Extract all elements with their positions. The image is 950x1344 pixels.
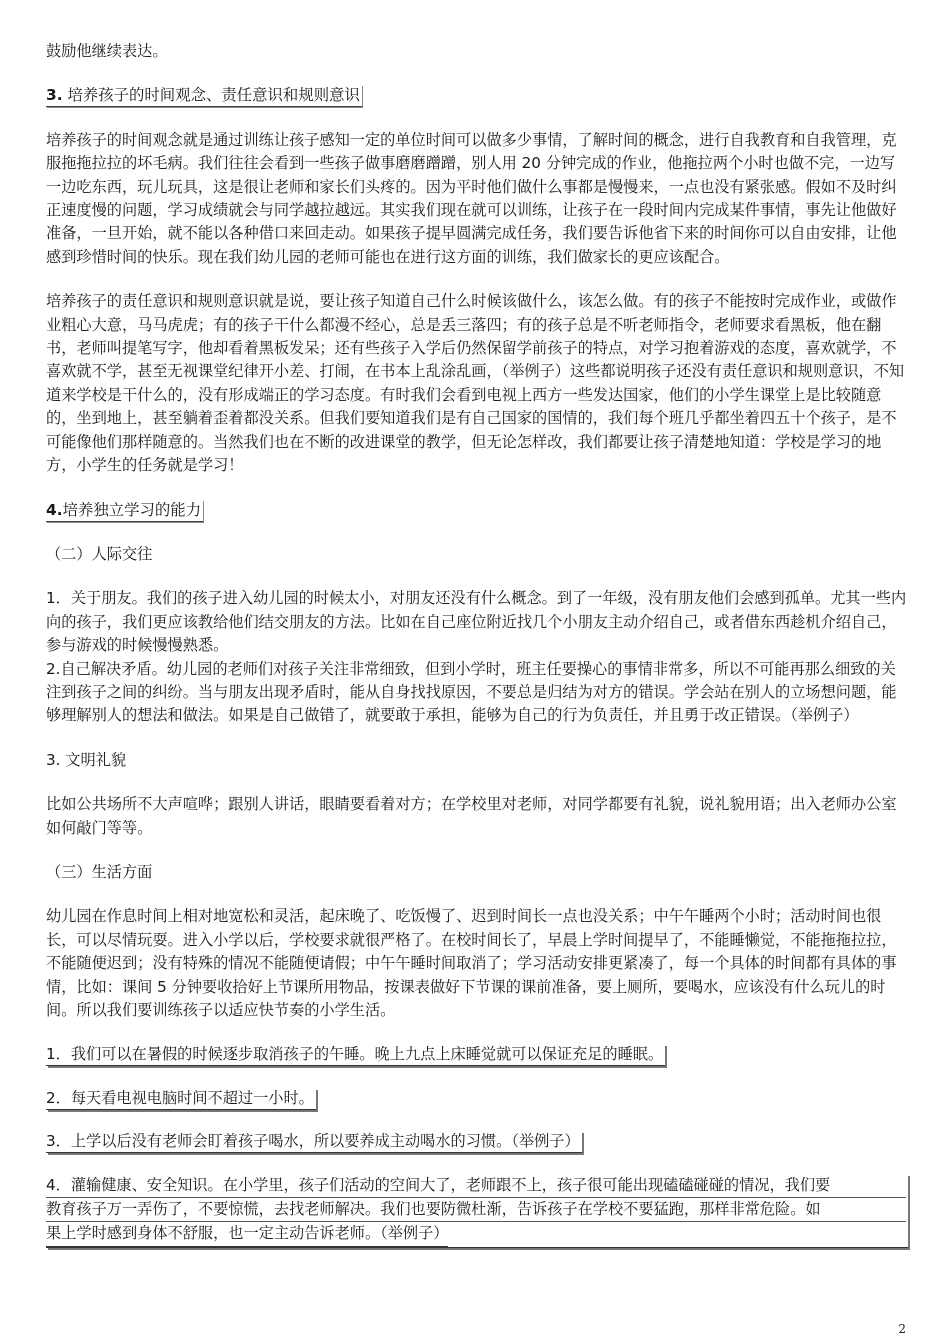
section3-title: 培养孩子的时间观念、责任意识和规则意识 <box>62 86 360 105</box>
section4-heading <box>46 500 203 522</box>
tip-safety-line-3: 果上学时感到身体不舒服，也一定主动告诉老师。（举例子） <box>46 1222 448 1246</box>
part3-body: 幼儿园在作息时间上相对地宽松和灵活，起床晚了、吃饭慢了、迟到时间长一点也没关系；中午午睡两个小时；活动时间也很长，可以尽情玩耍。进入小学以后，学校要求就很严格了。在校时间长了，早晨上学时间提早了，不能睡懒觉，不能拖拖拉拉，不能随便迟到；没有特殊的情况不能随便请假；中午午睡时间取消了；学习活动安排更紧凑了，每一个具体的时间都有具体的事情，比如：课间 5 分钟要收拾好上节课所用物品，按课表做好下节课的课前准备，要上厕所，要喝水，应该没有什么玩儿的时间。所以我们要训练孩子以适应快节奏的小学生活。 <box>46 907 897 1019</box>
section4-title: 培养独立学习的能力 <box>62 500 202 519</box>
page-number: 2 <box>898 1322 906 1336</box>
document-page <box>46 40 908 1248</box>
part2-heading: （二）人际交往 <box>46 544 153 563</box>
part2-item-manners-title: 3. 文明礼貌 <box>46 750 127 769</box>
tip-nap-box: 1．我们可以在暑假的时候逐步取消孩子的午睡。晚上九点上床睡觉就可以保证充足的睡眠。 <box>46 1044 665 1066</box>
tip-drink-water-box: 3．上学以后没有老师会盯着孩子喝水，所以要养成主动喝水的习惯。（举例子） <box>46 1131 582 1153</box>
tip-safety-line-2: 教育孩子万一弄伤了，不要惊慌，去找老师解决。我们也要防微杜渐，告诉孩子在学校不要猛跑，那样非常危险。如 <box>46 1198 906 1222</box>
tip-screen-time-box: 2．每天看电视电脑时间不超过一小时。 <box>46 1088 316 1110</box>
part3-heading: （三）生活方面 <box>46 862 153 881</box>
section3-number: 3. <box>46 86 63 105</box>
intro-tail-text: 鼓励他继续表达。 <box>46 42 168 60</box>
part2-item-manners-body: 比如公共场所不大声喧哗；跟别人讲话，眼睛要看着对方；在学校里对老师，对同学都要有礼貌，说礼貌用语；出入老师办公室如何敲门等等。 <box>46 795 897 837</box>
tip-safety-box <box>46 1174 908 1248</box>
tip-safety-line-1: 4．灌输健康、安全知识。在小学里，孩子们活动的空间大了，老师跟不上，孩子很可能出现磕磕碰碰的情况，我们要 <box>46 1174 906 1198</box>
section3-paragraph-responsibility: 培养孩子的责任意识和规则意识就是说，要让孩子知道自己什么时候该做什么，该怎么做。有的孩子不能按时完成作业，或做作业粗心大意，马马虎虎；有的孩子干什么都漫不经心，总是丢三落四；有的孩子总是不听老师指令，老师要求看黑板，他在翻书，老师叫提笔写字，他却看着黑板发呆；还有些孩子入学后仍然保留学前孩子的特点，对学习抱着游戏的态度，喜欢就学，不喜欢就不学，甚至无视课堂纪律开小差、打闹，在书本上乱涂乱画，（举例子）这些都说明孩子还没有责任意识和规则意识，不知道来学校是干什么的，没有形成端正的学习态度。有时我们会看到电视上西方一些发达国家，他们的小学生课堂上是比较随意的，坐到地上，甚至躺着歪着都没关系。但我们要知道我们是有自己国家的国情的，我们每个班几乎都坐着四五十个孩子，是不可能像他们那样随意的。当然我们也在不断的改进课堂的教学，但无论怎样改，我们都要让孩子清楚地知道：学校是学习的地方，小学生的任务就是学习！ <box>46 292 905 475</box>
section3-paragraph-time: 培养孩子的时间观念就是通过训练让孩子感知一定的单位时间可以做多少事情，了解时间的概念，进行自我教育和自我管理，克服拖拖拉拉的坏毛病。我们往往会看到一些孩子做事磨磨蹭蹭，别人用 20 分钟完成的作业，他拖拉两个小时也做不完，一边写一边吃东西，玩儿玩具，这是很让老师和家长们头疼的。因为平时他们做什么事都是慢慢来，一点也没有紧张感。假如不及时纠正速度慢的问题，学习成绩就会与同学越拉越远。其实我们现在就可以训练，让孩子在一段时间内完成某件事情，事先让他做好准备，一旦开始，就不能以各种借口来回走动。如果孩子提早圆满完成任务，我们要告诉他省下来的时间你可以自由安排，让他感到珍惜时间的快乐。现在我们幼儿园的老师可能也在进行这方面的训练，我们做家长的更应该配合。 <box>46 130 897 266</box>
section3-heading <box>46 85 362 107</box>
part2-item-conflicts: 2.自己解决矛盾。幼儿园的老师们对孩子关注非常细致，但到小学时，班主任要操心的事情非常多，所以不可能再那么细致的关注到孩子之间的纠纷。当与朋友出现矛盾时，能从自身找找原因，不要总是归结为对方的错误。学会站在别人的立场想问题，能够理解别人的想法和做法。如果是自己做错了，就要敢于承担，能够为自己的行为负责任，并且勇于改正错误。（举例子） <box>46 659 897 725</box>
part2-item-friends: 1．关于朋友。我们的孩子进入幼儿园的时候太小，对朋友还没有什么概念。到了一年级，没有朋友他们会感到孤单。尤其一些内向的孩子，我们更应该教给他们结交朋友的方法。比如在自己座位附近找几个小朋友主动介绍自己，或者借东西趁机介绍自己，参与游戏的时候慢慢熟悉。 <box>46 589 907 655</box>
section4-number: 4. <box>46 500 63 519</box>
